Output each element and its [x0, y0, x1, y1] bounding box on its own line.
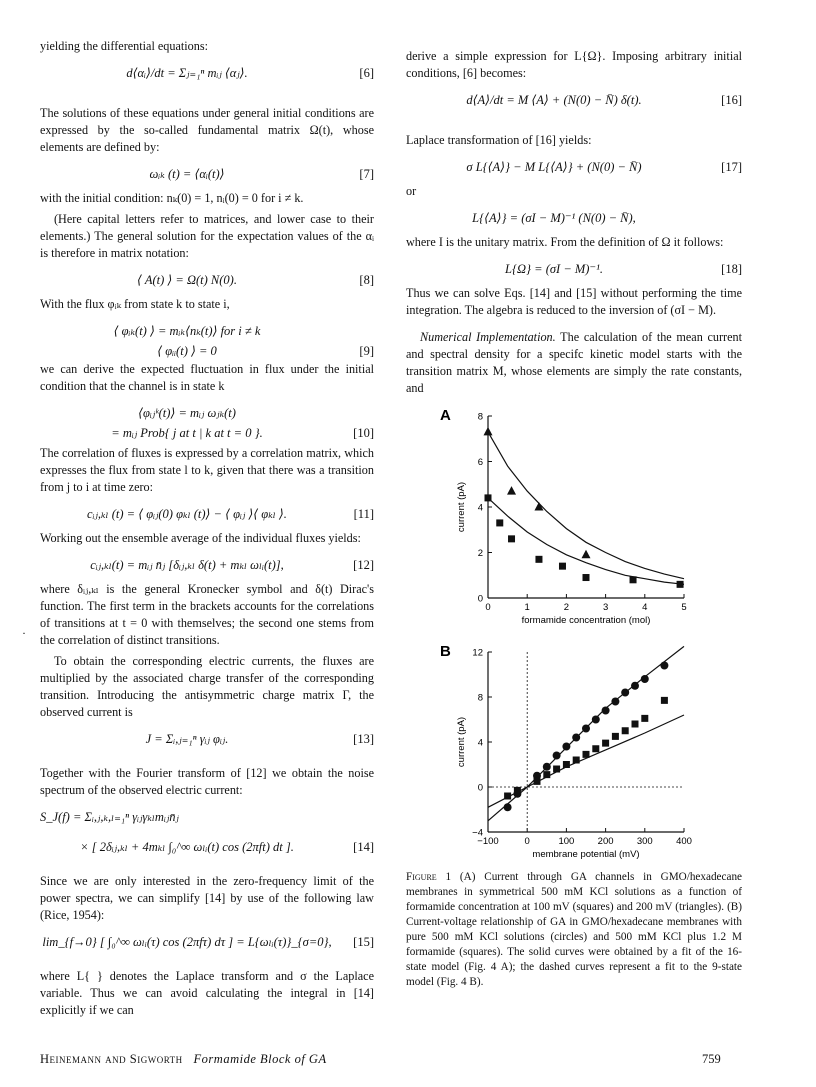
equation-6: d⟨αᵢ⟩/dt = Σⱼ₌₁ⁿ mᵢⱼ ⟨αⱼ⟩. [6] [126, 66, 374, 80]
data-point-triangle [507, 486, 516, 495]
equation-16: d⟨A⟩/dt = M ⟨A⟩ + (N(0) − N̄) δ(t). [16] [466, 93, 742, 107]
y-tick-label: 8 [477, 411, 483, 423]
footer-title: Formamide Block of GA [193, 1052, 327, 1066]
data-point-circle [592, 716, 600, 724]
paragraph: Thus we can solve Eqs. [14] and [15] without performing the time integration. The algebra is reduced to the inversion of (σI − M). [406, 286, 742, 317]
page-number: 759 [702, 1052, 721, 1066]
data-point-circle [572, 734, 580, 742]
y-axis-label: current (pA) [456, 481, 467, 533]
data-point-square [534, 778, 541, 785]
data-point-square [543, 771, 550, 778]
data-point-circle [582, 725, 590, 733]
x-tick-label: −100 [477, 836, 499, 847]
equation-10a: ⟨φᵢⱼᵏ(t)⟩ = mᵢⱼ ωⱼₖ(t) [138, 406, 236, 420]
y-tick-label: 6 [477, 457, 483, 468]
paragraph: or [406, 184, 417, 198]
equation-17b: L{⟨A⟩} = (σI − M)⁻¹ (N(0) − N̄), [472, 211, 636, 225]
paragraph: where L{ } denotes the Laplace transform and σ the Laplace variable. Thus we can avoid calculating the integral in [14] explicitly if we can [40, 969, 374, 1017]
y-tick-label: 12 [472, 647, 483, 659]
y-tick-label: 2 [477, 548, 483, 559]
paragraph: we can derive the expected fluctuation in flux under the initial condition that the channel is in state k [40, 362, 374, 393]
figure-panel-a [440, 400, 710, 640]
x-tick-label: 400 [676, 836, 692, 847]
left-column [40, 38, 374, 1023]
paragraph: Laplace transformation of [16] yields: [406, 133, 592, 147]
x-tick-label: 5 [681, 602, 687, 613]
x-tick-label: 4 [642, 602, 648, 613]
equation-14b: × [ 2δᵢⱼ,ₖₗ + 4mₖₗ ∫₀^∞ ωₗᵢ(t) cos (2πft) dt ]. [14] [80, 840, 374, 854]
data-point-square [508, 535, 515, 542]
paragraph-text: The calculation of the mean current and spectral density for a specifc kinetic model starts with the transition matrix M, whose elements are simply the rate constants, and [406, 330, 742, 395]
equation-13: J = Σᵢ,ⱼ₌₁ⁿ γᵢⱼ φᵢⱼ. [13] [145, 732, 374, 746]
y-tick-label: 8 [477, 692, 483, 704]
footer-authors: Heinemann and Sigworth [40, 1052, 183, 1066]
x-tick-label: 3 [602, 602, 609, 613]
paragraph: The correlation of fluxes is expressed by a correlation matrix, which expresses the flux from state l to k, given that there was a transition from j to i at time zero: [40, 446, 374, 494]
panel-label: A [440, 407, 451, 424]
equation-11: cᵢⱼ,ₖₗ (t) = ⟨ φᵢⱼ(0) φₖₗ (t)⟩ − ⟨ φᵢⱼ ⟩⟨ φₖₗ ⟩. [11] [87, 507, 374, 521]
right-column [406, 48, 742, 401]
x-tick-label: 100 [558, 836, 575, 847]
paragraph: With the flux φᵢₖ from state k to state i, [40, 297, 230, 311]
paragraph: Working out the ensemble average of the individual fluxes yields: [40, 531, 361, 545]
caption-lead: Figure 1 [406, 871, 452, 883]
data-point-square [583, 574, 590, 581]
paragraph: where δᵢⱼ,ₖₗ is the general Kronecker symbol and δ(t) Dirac's function. The first term in the brackets accounts for the correlations of transitions at t = 0 with themselves; the second one stems from the correlation of distinct transitions. [40, 582, 374, 647]
x-axis-label: membrane potential (mV) [532, 849, 640, 860]
paragraph: where I is the unitary matrix. From the definition of Ω it follows: [406, 235, 724, 249]
y-tick-label: −4 [472, 827, 483, 839]
figure-caption [406, 870, 742, 990]
equation-12: cᵢⱼ,ₖₗ(t) = mᵢⱼ n̄ⱼ [δᵢⱼ,ₖₗ δ(t) + mₖₗ ωₗᵢ(t)], [12] [90, 558, 374, 572]
data-point-square [496, 519, 503, 526]
margin-mark: · [22, 626, 26, 640]
panel-label: B [440, 643, 451, 660]
y-tick-label: 4 [477, 502, 483, 514]
data-point-square [559, 563, 566, 570]
data-point-square [661, 697, 668, 704]
paragraph: yielding the differential equations: [40, 39, 208, 53]
data-point-square [504, 793, 511, 800]
running-footer [40, 1052, 327, 1067]
data-point-circle [660, 662, 668, 670]
y-tick-label: 4 [477, 737, 483, 749]
data-point-square [485, 494, 492, 501]
paragraph: Since we are only interested in the zero-frequency limit of the power spectra, we can simplify [14] by use of the following law (Rice, 1954): [40, 874, 374, 922]
equation-9a: ⟨ φᵢₖ(t) ⟩ = mᵢₖ⟨nₖ(t)⟩ for i ≠ k [113, 324, 261, 338]
equation-8: ⟨ A(t) ⟩ = Ω(t) N(0). [8] [137, 273, 374, 287]
x-tick-label: 0 [524, 836, 530, 847]
data-point-circle [641, 675, 649, 683]
equation-17: σ L{⟨A⟩} − M L{⟨A⟩} + (N(0) − N̄) [17] [466, 160, 742, 174]
paragraph: The solutions of these equations under general initial conditions are expressed by the so-called fundamental matrix Ω(t), whose elements are defined by: [40, 106, 374, 154]
data-point-circle [562, 743, 570, 751]
data-point-square [641, 715, 648, 722]
x-tick-label: 2 [563, 602, 570, 613]
data-point-square [630, 576, 637, 583]
data-point-square [592, 745, 599, 752]
data-point-square [514, 787, 521, 794]
x-tick-label: 0 [485, 602, 491, 613]
paragraph: To obtain the corresponding electric currents, the fluxes are multiplied by the associated charge transfer of the corresponding transition. Introducing the antisymmetric charge matrix Γ, the observed current is [40, 654, 374, 719]
data-point-circle [631, 682, 639, 690]
x-tick-label: 200 [597, 836, 614, 847]
data-point-circle [553, 752, 561, 760]
equation-18: L{Ω} = (σI − M)⁻¹. [18] [505, 262, 742, 276]
data-point-square [563, 761, 570, 768]
equation-9b: ⟨ φᵢᵢ(t) ⟩ = 0 [9] [157, 344, 374, 358]
y-tick-label: 0 [477, 593, 483, 605]
data-point-triangle [582, 550, 591, 559]
section-heading: Numerical Implementation. [420, 330, 556, 344]
data-point-square [535, 556, 542, 563]
y-axis-label: current (pA) [456, 716, 467, 768]
x-axis-label: formamide concentration (mol) [521, 615, 651, 626]
data-point-square [677, 581, 684, 588]
data-point-circle [602, 707, 610, 715]
data-point-circle [543, 763, 551, 771]
equation-7: ωᵢₖ (t) = ⟨αᵢ(t)⟩ [7] [149, 167, 374, 181]
paragraph: with the initial condition: nₖ(0) = 1, nᵢ(0) = 0 for i ≠ k. [40, 191, 304, 205]
equation-10b: = mᵢⱼ Prob{ j at t | k at t = 0 }. [10] [111, 426, 374, 440]
data-point-square [632, 721, 639, 728]
paragraph [406, 329, 742, 397]
paragraph: (Here capital letters refer to matrices, and lower case to their elements.) The general solution for the expectation values of the αᵢ is therefore in matrix notation: [40, 212, 374, 260]
x-tick-label: 300 [636, 836, 653, 847]
data-point-square [622, 727, 629, 734]
data-point-circle [504, 803, 512, 811]
caption-text: (A) Current through GA channels in GMO/hexadecane membranes in symmetrical 500 mM KCl solutions as a function of formamide concentration at 100 mV (squares) and 200 mV (triangles). (B) Current-voltage relationship of GA in GMO/hexadecane membranes with pure 500 mM KCl solutions (circles) and 500 mM KCl plus 1.2 M formamide (squares). The solid curves were obtained by a fit of the 16-state model (Fig. 4 A); the dashed curves represent a fit to the 9-state model (Fig. 4 B). [406, 871, 743, 988]
data-point-circle [621, 689, 629, 697]
data-point-square [602, 740, 609, 747]
data-point-circle [611, 698, 619, 706]
x-tick-label: 1 [524, 602, 530, 613]
data-point-triangle [484, 427, 493, 436]
data-point-square [553, 766, 560, 773]
data-point-square [573, 757, 580, 764]
equation-15: lim_{f→0} [ ∫₀^∞ ωₗᵢ(τ) cos (2πfτ) dτ ] = L{ωₗᵢ(τ)}_{σ=0}, [15] [42, 935, 374, 949]
paragraph: derive a simple expression for L{Ω}. Imposing arbitrary initial conditions, [6] becomes: [406, 49, 742, 80]
figure-panel-b [440, 642, 710, 864]
data-point-square [583, 751, 590, 758]
equation-14a: S_J(f) = Σᵢ,ⱼ,ₖ,ₗ₌₁ⁿ γᵢⱼγₖₗmᵢⱼn̄ⱼ [40, 810, 179, 824]
paragraph: Together with the Fourier transform of [12] we obtain the noise spectrum of the observed electric current: [40, 766, 374, 797]
data-point-square [612, 733, 619, 740]
y-tick-label: 0 [477, 782, 483, 794]
